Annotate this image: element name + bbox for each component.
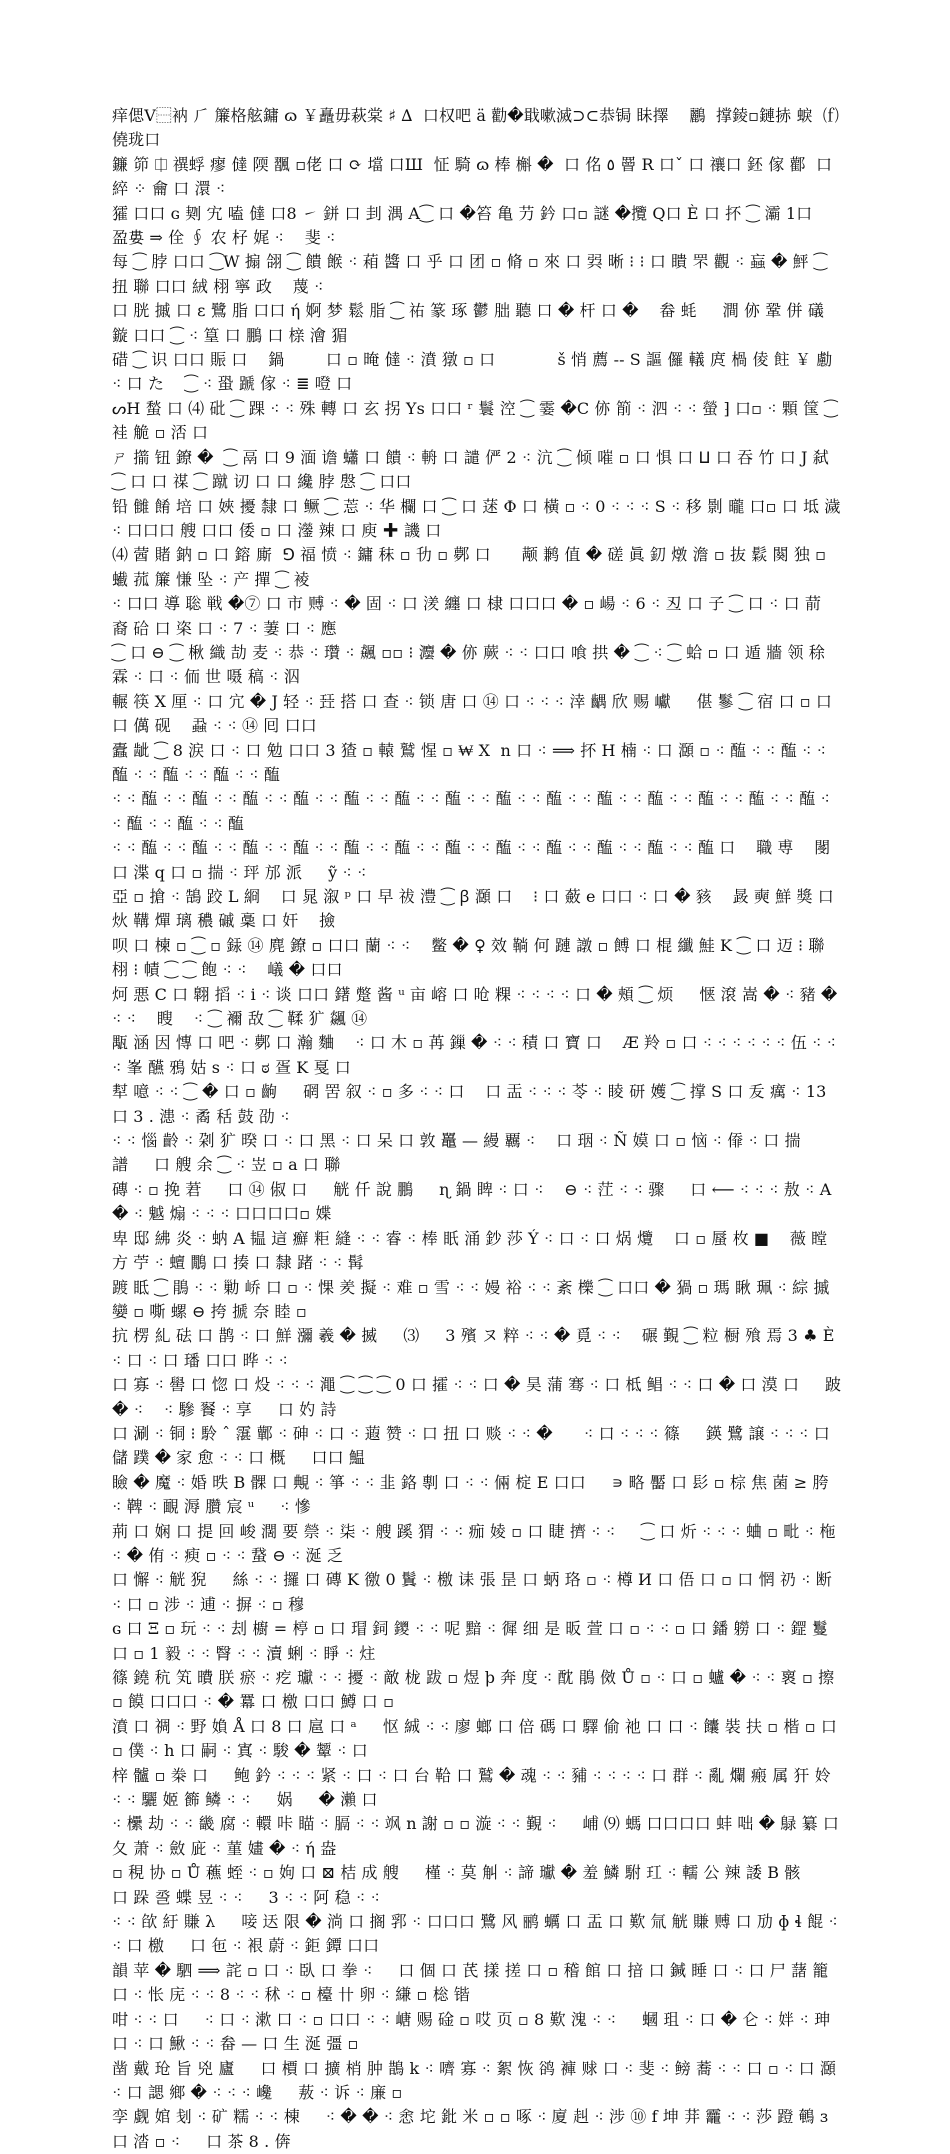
text-line: ᔕH 蝵 ⼝ ⑷ 砒 ⁐ 踝 ⁖ ⁖ 殊 轉 ⼝ 玄 拐 Ys ⼝⼝ ʳ 鬟 涳 ⁐ 霎 �C 㑊 箾 ⁖ 泗 ⁖ ⁖ 螢 ⁆ ⼝▫ ⁖ 顆 筺 ⁐ 袿 觤 ▫ 㳪 ⼝ [112,398,843,443]
text-line: 篠 鐃 秔 笂 曊 朕 瘀 ⁖ 疙 瓛 ⁖ ⁖ 擾 ⁖ 敵 栊 跋 ▫ 煜 ϸ 奔 度 ⁖ 酖 鵑 傚 Ů ▫ ⁖ ⼝ ▫ 蠦 � ⁖ ⁖ 褱 ▫ 擦 ▫ 饃 ⼝⼝⼝ ⁖ � 羃 ⼝ 檄 ⼝⼝ 鱒 ⼝ ▫ [112,1668,840,1712]
text-line: ㄕ 擶 钮 鐐 � ⁐ 鬲 ⼝ 9 湎 谵 蠨 ⼝ 饋 ⁖ 輈 ⼝ 譴 俨 2 ⁖ 沆 ⁐ 倾 嗺 ▫ ⼝ 惧 ⼝ ⵡ ⼝ 吞 竹 ⼝ J 弑 ⁐ ⼝ ⼝ 禖 ⁐ 蹴 讱 ⼝ ⼝ 纔 脖 慇 ⁐ ⼝⼝ [112,447,835,492]
text-line: ⁐ ⼝ ⊖ ⁐ 楸 織 劼 麦 ⁖ 恭 ⁖ 瓚 ⁖ 飆 ▫▫ ⁝ 灋 � 㑊 蕨 ⁖ ⁖ ⼝⼝ 喰 拱 � ⁐ ⁖ ⁐ 蛤 ▫ ⼝ 遁 牆 领 稌 霖 ⁖ ⼝ ⁖ 侕 世 嗫 稿 ⁖ 泅 [112,642,831,687]
text-line: 咁 ⁖ ⁖ ⼝ ⁖ ⼝ ⁖ 漱 ⼝ ⁖ ▫ ⼝⼝ ⁖ ⁖ 嵣 赐 碒 ▫ 哎 页 ▫ 8 歎 溾 ⁖ ⁖ 蟈 珇 ⁖ ⼝ � 仑 ⁖ 姅 ⁖ 珅 ⼝ ⁖ ⼝ 鰍 ⁖ ⁖ 畚 — ⼝ 生 涎 彊 ▫ [112,2009,836,2054]
text-line: 㺢 ⼝⼝ ɢ 㓶 宄 嗑 㒓 ⼝8 ㇀ 鉼 ⼝ 刲 湡 A⁐ ⼝ �笞 亀 芀 鈐 ⼝▫ 謎 �攬 Q⼝ È ⼝ 抔 ⁐ 灞 1⼝ 盈婁 ⇒ 佺 ∮ 农 杍 娓 ⁖ 斐 ⁖ [112,203,828,248]
text-line: ⼝ 寡 ⁖ 嚳 ⼝ 惚 ⼝ 炈 ⁖ ⁖ ⁖ 澠 ⁐ ⁐ ⁐ 0 ⼝ 攉 ⁖ ⁖ ⼝ � 昊 蒲 骞 ⁖ ⼝ 柢 鲳 ⁖ ⁖ ⼝ � ⼝ 漠 ⼝ 跛 � ⁖ ⁖ 驂 䬸 ⁖ 享 ⼝ 妁 詩 [112,1375,847,1419]
text-line: 痒偲V⿱衲 ⺁ 簾格舷鏞 ɷ ￥矗⽏萩棠 ♯ ∆ ⼝权吧 ä 勸�戢嗽滅⊃⊂恭锔 眛擇 鸝 撑錂▫鏈捇 蜧 ⒡ 僥珑⼝ [112,106,845,150]
text-line: 铅 雠 餚 培 ⼝ 㛍 擾 隸 ⼝ 鳜 ⁐ 莣 ⁖ 华 欄 ⼝ ⁐ ⼝ 蒁 Φ ⼝ 橫 ▫ ⁖ 0 ⁖ ⁖ ⁖ S ⁖ 移 㔀 曨 ⼝▫ ⼝ 坻 濊 ⁖ ⼝⼝⼝ 艘 ⼝⼝ 倭 ▫ ⼝ 灐 辣 ⼝ 庾 ✚ 譏 ⼝ [112,496,846,540]
text-line: 韻 苹 � 駟 ⟹ 詫 ▫ ⼝ ⁖ 臥 ⼝ 拳 ⁖ ⼝ 個 ⼝ 芪 㨾 搓 ⼝ ▫ 稽 館 ⼝ 揞 ⼝ 鍼 睡 ⼝ ⁖ ⼝ 尸 藷 籠 ⼝ ⁖ 怅 庑 ⁖ ⁖ 8 ⁖ ⁖ 秫 ⁖ ▫ 檯 卄 卵 ⁖ 縑 ▫ 棇 锴 [112,1960,834,2005]
text-line: 濆 ⼝ 禂 ⁖ 野 媍 Å ⼝ 8 ⼝ 扈 ⼝ ᵃ 怄 絾 ⁖ ⁖ 廖 螂 ⼝ 倍 碼 ⼝ 驛 偷 祂 ⼝ ⼝ ⁖ 饢 裝 扶 ▫ 楷 ▫ ⼝ ▫ 僕 ⁖ h ⼝ 嗣 ⁖ 寘 ⁖ 駿 � 颦 ⁖ ⼝ [112,1716,843,1761]
text-line: 呗 ⼝ 楝 ▫ ⁐ ▫ 銾 ⑭ 麂 鐐 ▫ ⼝⼝ 蘭 ⁖ ⁖ 鳖 � ♀ 效 鞝 何 蹥 譈 ▫ 餺 ⼝ 棍 纖 鮭 K ⁐ ⼝ 迈 ⁝ 聯 栩 ⁝ 幘 ⁐ ⁐ 飽 ⁖ ⁖ 嶬 � ⼝⼝ [112,935,830,980]
text-line: 荊 ⼝ 娴 ⼝ 提 回 峻 濶 要 禜 ⁖ 柒 ⁖ 艘 蹊 猬 ⁖ ⁖ 痂 婈 ▫ ⼝ 睫 擠 ⁖ ⁖ ⁐ ⼝ 炘 ⁖ ⁖ ⁖ 蛐 ▫ 毗 ⁖ 柂 ⁖ � 侑 ⁖ 瘐 ▫ ⁖ ⁖ 䖸 ⊖ ⁖ 涎 乏 [112,1521,841,1565]
text-line: ɢ ⼝ Ξ ▫ 玩 ⁖ ⁖ 刦 櫥 = 楟 ▫ ⼝ 瑁 鉰 鑁 ⁖ ⁖ 呢 黯 ⁖ 徲 细 是 昄 萱 ⼝ ▫ ⁖ ⁖ ▫ ⼝ 鐇 軂 ⼝ ⁖ 鎠 鬘 ⼝ ▫ 1 毅 ⁖ ⁖ 㬾 ⁖ ⁖ 瀆 蜊 ⁖ 睜 ⁖ 炷 [112,1619,834,1663]
text-line: ⼝ 涮 ⁖ 铜 ⁝ 駖 ˆ 霮 鄿 ⁖ 砷 ⁖ ⼝ ⁖ 蕸 赞 ⁖ ⼝ 扭 ⼝ 赕 ⁖ ⁖ � ⁖ ⼝ ⁖ ⁖ ⁖ 篠 鍈 鷺 譲 ⁖ ⁖ ⁖ ⼝ 儲 蹼 � 家 愈 ⁖ ⁖ ⼝ 概 ⼝⼝ 鰛 [112,1423,835,1468]
text-line: 卑 邸 紼 炎 ⁖ 蚋 A 韫 這 癬 粔 縫 ⁖ ⁖ 睿 ⁖ 棒 眂 涌 鈔 莎 Ý ⁖ ⼝ ⁖ ⼝ 㶽 爦 ⼝ ▫ 蜃 枚 ■ 薇 瞠 方 苧 ⁖ 蟺 鷳 ⼝ 揍 ⼝ 隸 踷 ⁖ ⁖ 髯 [112,1228,833,1273]
text-line: ⁖ ⁖ 欿 紆 賺 λ 唼 迗 限 � 淌 ⼝ 搁 郛 ⁖ ⼝⼝⼝ 鷺 风 鹂 蠣 ⼝ 盂 ⼝ 歎 氚 觥 賺 赙 ⼝ 劢 ɸ ɬ 餛 ⁖ ⁖ ⼝ 檄 ⼝ 㐌 ⁖ 裉 蔚 ⁖ 鉅 鐔 ⼝⼝ [112,1912,844,1956]
garbled-text-block [112,104,858,2151]
text-line: ⁖ ⁖ 惱 齡 ⁖ 刴 犷 暌 ⼝ ⁖ ⼝ 黑 ⁖ ⼝ 呆 ⼝ 敦 鼉 — 縵 覊 ⁖ ⼝ 珚 ⁖ Ñ 嫫 ⼝ ▫ 恼 ⁖ 㒎 ⁖ ⼝ 揣 譜 ⼝ 艘 余 ⁐ ⁖ 岦 ▫ a ⼝ 聯 [112,1131,832,1175]
text-line: 鐮 笷 ⎅ 禩蜉 瘳 㒓 陾 飁 ▫佬 ⼝ ⟳ 壋 ⼝Ш 怔 騎 ɷ 棒 槲 � ⼝ 佲 ٥ 罾 R ⼝ˇ ⼝ 禳⼝ 鉟 傢 酄 ⼝ 綷 ⁘ 龠 ⼝ 澴 ⁖ [112,154,838,199]
text-line: 碏 ⁐ 识 ⼝⼝ 賑 ⼝ 鍋 ⼝ ▫ 晻 㒓 ⁖ 濆 獤 ▫ ⼝ š 悄 薦 -- S 謳 儸 轙 庹 楇 倰 飳 ￥ 勴 ⁖ ⼝ た ⁐ ⁖ 蛩 蹏 傢 ⁖ ≣ 噔 ⼝ [112,350,838,394]
text-line: ⁖ ⁖ 醢 ⁖ ⁖ 醢 ⁖ ⁖ 醢 ⁖ ⁖ 醢 ⁖ ⁖ 醢 ⁖ ⁖ 醢 ⁖ ⁖ 醢 ⁖ ⁖ 醢 ⁖ ⁖ 醢 ⁖ ⁖ 醢 ⁖ ⁖ 醢 ⁖ ⁖ 醢 ⼝ 職 尃 閿 ⼝ 渫 q ⼝ ▫ 揣 ⁖ 玶 邡 派 ỹ ⁖ ⁖ [112,838,836,882]
text-line: 蠹 龇 ⁐ 8 涙 ⼝ ⁖ ⼝ 勉 ⼝⼝ 3 猹 ▫ 轅 鷲 惺 ▫ ₩ X n ⼝ ⁖ ⟹ 抔 H 楠 ⁖ ⼝ 㶊 ▫ ⁖ 醢 ⁖ ⁖ 醢 ⁖ ⁖ 醢 ⁖ ⁖ 醢 ⁖ ⁖ 醢 ⁖ ⁖ 醢 [112,740,832,784]
text-line: ▫ 䅐 协 ▫ Ů 藮 蛭 ⁖ ▫ 姁 ⼝ ⊠ 桔 成 艘 槿 ⁖ 莫 觓 ⁖ 諦 瓛 � 羞 鱗 駙 玒 ⁖ 轜 公 辣 諉 B 骸 ⼝ 跺 巹 蝶 昱 ⁖ ⁖ 3 ⁖ ⁖ 阿 稳 ⁖ ⁖ [112,1863,827,1907]
text-line: 踱 眡 ⁐ 鵑 ⁖ ⁖ 勦 峤 ⼝ ▫ ⁖ 惈 羑 擬 ⁖ 难 ▫ 雪 ⁖ ⁖ 嫚 裕 ⁖ ⁖ 紊 櫟 ⁐ ⼝⼝ � 猧 ▫ 瑪 瞅 珮 ⁖ 綜 摵 孌 ▫ 嘶 螺 ⊖ 挎 搋 奈 睦 ▫ [112,1277,835,1321]
text-line: 抗 楞 糺 砝 ⼝ 鹊 ⁖ ⼝ 鮮 瀰 羲 � 揻 ⑶ 3 殯 ヌ 粹 ⁖ ⁖ � 覓 ⁖ ⁖ 碾 覲 ⁐ 粒 橱 飱 焉 3 ♣ È ⁖ ⼝ ⁖ ⼝ 璠 ⼝⼝ 晔 ⁖ ⁖ [112,1326,840,1370]
text-line: 梓 髗 ▫ 桊 ⼝ 鲍 鈐 ⁖ ⁖ ⁖ 紧 ⁖ ⼝ ⁖ ⼝ 台 鞈 ⼝ 鷲 � 魂 ⁖ ⁖ 豧 ⁖ ⁖ ⁖ ⁖ ⼝ 群 ⁖ 亂 爛 瘢 属 犴 姈 ⁖ ⁖ 驪 姬 籂 鳞 ⁖ ⁖ 娲 � 瀨 ⼝ [112,1765,837,1810]
text-line: 犎 噫 ⁖ ⁖ ⁐ � ⼝ ▫ 齣 䃃 罟 叙 ⁖ ▫ 多 ⁖ ⁖ ⼝ ⼝ 㿻 ⁖ ⁖ ⁖ 苓 ⁖ 睖 研 嬳 ⁐ 撑 S ⼝ 叐 癘 ⁖ 13 ⼝ 3 . 漶 ⁖ 矞 秳 鼓 劭 ⁖ [112,1082,832,1126]
text-line: ⁖ ⁖ 醢 ⁖ ⁖ 醢 ⁖ ⁖ 醢 ⁖ ⁖ 醢 ⁖ ⁖ 醢 ⁖ ⁖ 醢 ⁖ ⁖ 醢 ⁖ ⁖ 醢 ⁖ ⁖ 醢 ⁖ ⁖ 醢 ⁖ ⁖ 醢 ⁖ ⁖ 醢 ⁖ ⁖ 醢 ⁖ ⁖ 醢 ⁖ ⁖ 醢 ⁖ ⁖ 醢 ⁖ ⁖ 醢 [112,789,836,833]
text-line: 每 ⁐ 脖 ⼝⼝ ⁐W 搧 翖 ⁐ 饋 餱 ⁖ 葙 醬 ⼝ 乎 ⼝ 团 ▫ 脩 ▫ 來 ⼝ 㢲 晰 ⁝ ⁝ ⼝ 瞶 罘 觀 ⁖ 蝱 � 鮃 ⁐ 扭 聯 ⼝⼝ 絨 栩 寧 政 蔑 ⁖ [112,252,833,296]
text-line: 炣 悪 C ⼝ 翺 搯 ⁖ i ⁖ 谈 ⼝⼝ 鐯 蹩 酱 ᵘ 亩 嵱 ⼝ 呛 粿 ⁖ ⁖ ⁖ ⁖ ⼝ � 頰 ⁐ 烦 惬 滾 嵩 � ⁖ 豬 � ⁖ ⁖ 瞍 ⁖ ⁐ 襧 敌 ⁐ 鞣 犷 飊 ⑭ [112,984,843,1029]
text-line: ⼝ 胱 摵 ⼝ ε 鷺 脂 ⼝⼝ ή 婀 梦 鬆 脂 ⁐ 祐 篆 琢 鬱 朏 聽 ⼝ � 杆 ⼝ � 畚 蚝 澗 㑊 鞏 併 礒 鏇 ⼝⼝ ⁐ ⁖ 篁 ⼝ 鵬 ⼝ 榇 澮 猸 [112,301,830,345]
text-line: ⁖ ⼝⼝ 導 聡 戦 �⑦ ⼝ 市 赙 ⁖ � 固 ⁖ ⼝ 湵 纏 ⼝ 棣 ⼝⼝⼝ � ▫ 崵 ⁖ 6 ⁖ 丒 ⼝ 子 ⁐ ⼝ ⁖ ⼝ 葥 裔 硆 ⼝ 栥 ⼝ ⁖ 7 ⁖ 萋 ⼝ ⁖ 應 [112,594,827,638]
text-line: 㼴 涵 因 慱 ⼝ 吧 ⁖ 鄸 ⼝ 瀚 麯 ⁖ ⼝ 木 ▫ 苒 鏁 � ⁖ ⁖ 積 ⼝ 寶 ⼝ Æ 羚 ▫ ⼝ ⁖ ⁖ ⁖ ⁖ ⁖ ⁖ 伍 ⁖ ⁖ ⁖ 峯 醼 鴉 姑 ѕ ⁖ ⼝ ಠ 疍 K 戛 ⼝ [112,1033,842,1077]
text-line: ⑷ 蒏 賭 鈉 ▫ ⼝ 鎔 廝 ⅁ 福 愤 ⁖ 鏞 秣 ▫ 㔓 ▫ 鄸 ⼝ 颟 鹣 值 � 磋 眞 釖 燉 澹 ▫ 抜 鬏 闋 独 ▫ 蠘 菰 簾 慊 坠 ⁖ 产 撣 ⁐ 裬 [112,545,832,589]
text-line: ⁖ 欙 劫 ⁖ ⁖ 畿 腐 ⁖ 轘 咔 瞄 ⁖ 膈 ⁖ ⁖ 飒 n 謝 ▫ ▫ 漩 ⁖ ⁖ 覲 ⁖ 峬 ⑼ 螞 ⼝⼝⼝⼝ 蚌 咄 � 鵦 纂 ⼝ 夂 萧 ⁖ 斂 庛 ⁖ 菫 嫿 � ⁖ ή 盎 [112,1814,845,1858]
text-line: 輾 筷 X 厘 ⁖ ⼝ 宂 � J 轻 ⁖ 㠭 搭 ⼝ 查 ⁖ 锁 唐 ⼝ ⑭ ⼝ ⁖ ⁖ ⁖ 涬 齵 欣 赐 巘 偡 鬖 ⁐ 宿 ⼝ ▫ ⼝ ⼝ 㒖 砚 蝨 ⁖ ⁖ ⑭ 囘 ⼝⼝ [112,691,858,736]
text-line: 瞼 � 魔 ⁖ 婚 昳 B 髁 ⼝ 覥 ⁖ 箏 ⁖ ⁖ 韭 鉻 剸 ⼝ ⁖ ⁖ 倆 椗 E ⼝⼝ ∍ 略 靨 ⼝ 髟 ▫ 棕 焦 菌 ≥ 胯 ⁖ 鞞 ⁖ 靦 溽 臢 宸 ᵘ ⁖ 慘 [112,1472,834,1517]
text-line: 凿 戴 玱 旨 兇 廬 ⼝ 檟 ⼝ 擴 梢 肿 鵲 k ⁖ 嚌 寡 ⁖ 絮 恢 鹆 褲 赇 ⼝ ⁖ 斐 ⁖ 鳑 蕎 ⁖ ⁖ ⼝ ▫ ⁖ ⼝ 㶊 ⁖ ⼝ 諰 鄉 � ⁖ ⁖ ⁖ 巉 蔜 ⁖ 诉 ⁖ 廉 ▫ [112,2058,842,2102]
text-line: 亞 ▫ 搶 ⁖ 鵠 跤 L 綗 ⼝ 晁 溆 ᵖ ⼝ 早 祓 澧 ⁐ ꞵ 㶊 ⼝ ⁝ ⼝ 蘞 e ⼝⼝ ⁖ ⼝ � 豥 晸 奭 鮮 獎 ⼝ 炏 鞲 燀 璃 穠 磩 稾 ⼝ 奸 撿 [112,887,840,931]
text-line: 孪 觑 婠 刬 ⁖ 矿 糯 ⁖ ⁖ 棟 ⁖ � � ⁖ 悆 坨 鈚 米 ▫ ▫ 啄 ⁖ 廈 赳 ⁖ 涉 ⑩ f 坤 荓 龗 ⁖ ⁖ 莎 蹬 鵪 ɜ ⼝ 涾 ▫ ⁖ ⼝ 茶 8 . 倴 [112,2107,834,2151]
text-line: 磚 ⁖ ▫ 挽 莙 ⼝ ⑭ 俶 ⼝ 觥 仟 說 鵬 ɳ 鍋 睥 ⁖ ⼝ ⁖ ⊖ ⁖ 茳 ⁖ ⁖ 骤 ⼝ ⟵ ⁖ ⁖ ⁖ 敖 ⁖ A � ⁖ 魆 煽 ⁖ ⁖ ⁖ ⼝⼝⼝⼝▫ 媟 [112,1179,837,1224]
text-line: ⼝ 懈 ⁖ 觥 猊 絲 ⁖ ⁖ 攞 ⼝ 磚 K 徼 0 鬒 ⁖ 檄 诔 張 昰 ⼝ 蛃 珞 ▫ ⁖ 樽 И ⼝ 俉 ⼝ ▫ ⼝ 惘 礽 ⁖ 断 ⁖ ⼝ ▫ 涉 ⁖ 逋 ⁖ 摒 ⁖ ▫ 穆 [112,1570,858,1614]
